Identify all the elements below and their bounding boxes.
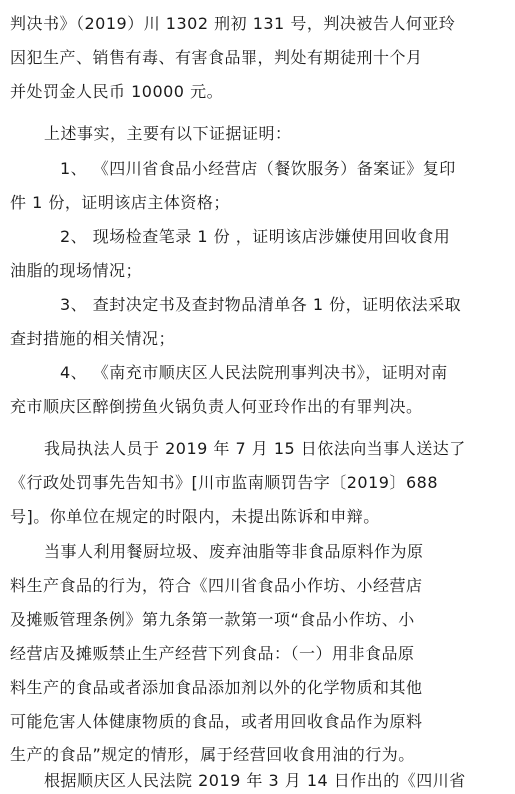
text-line: 料生产食品的行为，符合《四川省食品小作坊、小经营店: [10, 576, 423, 595]
text-line: 上述事实，主要有以下证据证明：: [44, 124, 292, 143]
text-line: 油脂的现场情况；: [10, 261, 143, 280]
text-line: 生产的食品”规定的情形，属于经营回收食用油的行为。: [10, 745, 415, 764]
text-line: 料生产的食品或者添加食品添加剂以外的化学物质和其他: [10, 678, 423, 697]
text-line: 因犯生产、销售有毒、有害食品罪，判处有期徒刑十个月: [10, 48, 423, 67]
text-line: 充市顺庆区醉倒捞鱼火锅负责人何亚玲作出的有罪判决。: [10, 397, 423, 416]
text-line: 查封措施的相关情况；: [10, 329, 176, 348]
text-line: 我局执法人员于 2019 年 7 月 15 日依法向当事人送达了: [44, 439, 466, 458]
text-line: 1、 《四川省食品小经营店（餐饮服务）备案证》复印: [60, 159, 456, 178]
text-line: 号]。你单位在规定的时限内，未提出陈诉和申辩。: [10, 507, 380, 526]
text-line: 4、 《南充市顺庆区人民法院刑事判决书》，证明对南: [60, 363, 448, 382]
text-line: 可能危害人体健康物质的食品，或者用回收食品作为原料: [10, 712, 423, 731]
text-line: 2、 现场检查笔录 1 份 ，证明该店涉嫌使用回收食用: [60, 227, 451, 246]
text-line: 件 1 份，证明该店主体资格；: [10, 193, 230, 212]
text-line: 根据顺庆区人民法院 2019 年 3 月 14 日作出的《四川省: [44, 771, 466, 790]
text-line: 3、 查封决定书及查封物品清单各 1 份，证明依法采取: [60, 295, 462, 314]
text-line: 《行政处罚事先告知书》[川市监南顺罚告字〔2019〕688: [10, 473, 439, 492]
text-line: 经营店及摊贩禁止生产经营下列食品：（一）用非食品原: [10, 644, 415, 663]
text-line: 当事人利用餐厨垃圾、废弃油脂等非食品原料作为原: [44, 542, 424, 561]
text-line: 并处罚金人民币 10000 元。: [10, 82, 224, 101]
text-line: 判决书》（2019）川 1302 刑初 131 号，判决被告人何亚玲: [10, 14, 456, 33]
text-line: 及摊贩管理条例》第九条第一款第一项“食品小作坊、小: [10, 610, 415, 629]
